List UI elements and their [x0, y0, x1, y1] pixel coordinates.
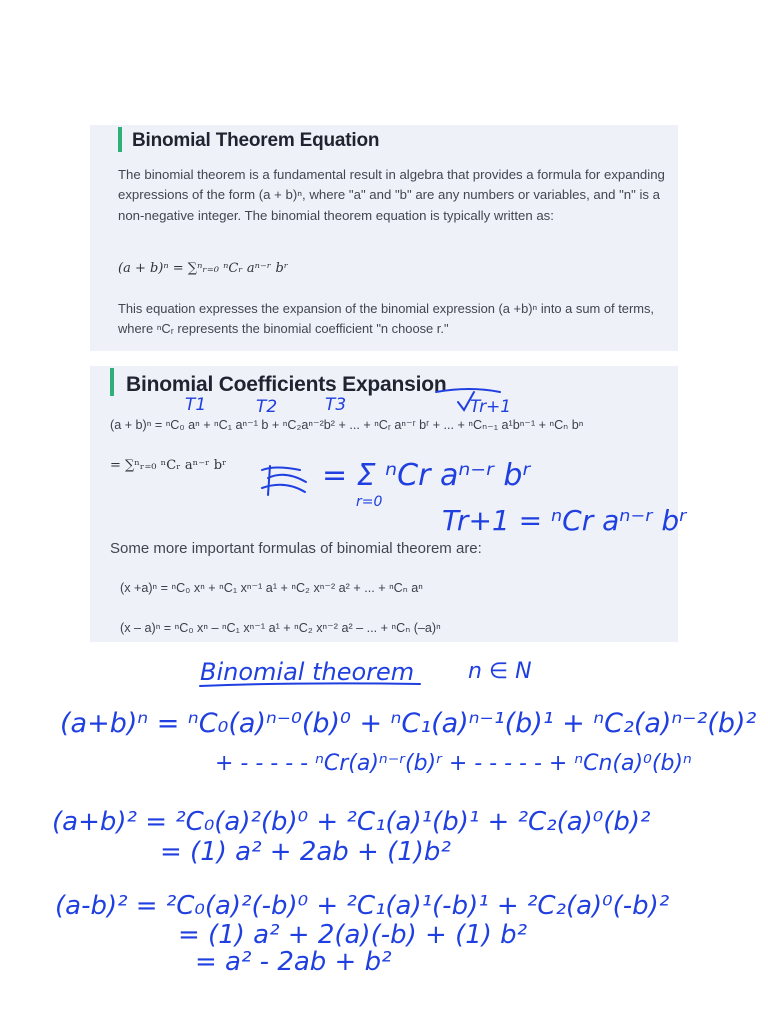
- expansion-formula: (a + b)ⁿ = ⁿC₀ aⁿ + ⁿC₁ aⁿ⁻¹ b + ⁿC₂aⁿ⁻²b² + ... + ⁿCᵣ aⁿ⁻ʳ bʳ + ... + ⁿCₙ₋₁ a¹bⁿ⁻¹ + ⁿCₙ bⁿ: [110, 418, 584, 432]
- hw-line: = a² - 2ab + b²: [195, 947, 392, 977]
- hw-line: + - - - - - ⁿCr(a)ⁿ⁻ʳ(b)ʳ + - - - - - + ⁿCn(a)⁰(b)ⁿ: [215, 751, 692, 776]
- hw-line: (a+b)ⁿ = ⁿC₀(a)ⁿ⁻⁰(b)⁰ + ⁿC₁(a)ⁿ⁻¹(b)¹ + ⁿC₂(a)ⁿ⁻²(b)²: [60, 708, 757, 739]
- hw-sigma-expression: = Σ ⁿCr aⁿ⁻ʳ bʳ: [322, 458, 531, 493]
- binomial-coefficients-card: [90, 366, 678, 642]
- section-heading: Binomial Coefficients Expansion: [126, 373, 447, 396]
- hw-line: = (1) a² + 2(a)(-b) + (1) b²: [178, 920, 528, 950]
- hw-title-underline: [200, 683, 420, 686]
- hw-term-label: T2: [256, 397, 278, 417]
- hw-term-label: T1: [185, 395, 207, 415]
- formula-x-plus-a: (x +a)ⁿ = ⁿC₀ xⁿ + ⁿC₁ xⁿ⁻¹ a¹ + ⁿC₂ xⁿ⁻² a² + ... + ⁿCₙ aⁿ: [120, 581, 423, 595]
- hw-line: = (1) a² + 2ab + (1)b²: [160, 837, 451, 867]
- binomial-theorem-card: [90, 125, 678, 351]
- intro-paragraph: The binomial theorem is a fundamental result in algebra that provides a formula for expanding expressions of the form (a + b)ⁿ, where "a" and "b" are any numbers or variables, and "n" is a non-negative integer. The binomial theorem equation is typically written as:: [118, 167, 665, 223]
- more-formulas-heading: Some more important formulas of binomial theorem are:: [110, 540, 482, 557]
- hw-general-term: Tr+1 = ⁿCr aⁿ⁻ʳ bʳ: [442, 504, 687, 537]
- hw-title: Binomial theorem: [200, 658, 415, 686]
- heading-accent-bar: [110, 368, 114, 396]
- binomial-formula: (a + b)ⁿ = ∑ⁿᵣ₌₀ ⁿCᵣ aⁿ⁻ʳ bʳ: [118, 261, 289, 276]
- formula-x-minus-a: (x – a)ⁿ = ⁿC₀ xⁿ – ⁿC₁ xⁿ⁻¹ a¹ + ⁿC₂ xⁿ⁻² a² – ... + ⁿCₙ (–a)ⁿ: [120, 621, 441, 635]
- hw-sigma-limit: r=0: [356, 494, 383, 510]
- sum-formula: = ∑ⁿᵣ₌₀ ⁿCᵣ aⁿ⁻ʳ bʳ: [110, 458, 227, 473]
- heading-accent-bar: [118, 127, 122, 152]
- hw-line: (a-b)² = ²C₀(a)²(-b)⁰ + ²C₁(a)¹(-b)¹ + ²C₂(a)⁰(-b)²: [55, 891, 670, 921]
- hw-condition: n ∈ N: [468, 659, 532, 684]
- hw-line: (a+b)² = ²C₀(a)²(b)⁰ + ²C₁(a)¹(b)¹ + ²C₂(a)⁰(b)²: [52, 807, 651, 837]
- hw-term-label: Tr+1: [470, 397, 512, 417]
- section-heading: Binomial Theorem Equation: [132, 130, 380, 151]
- hw-term-label: T3: [325, 395, 347, 415]
- explanation-paragraph: This equation expresses the expansion of the binomial expression (a +b)ⁿ into a sum of terms, where ⁿCᵣ represents the binomial coefficient "n choose r.": [118, 301, 655, 337]
